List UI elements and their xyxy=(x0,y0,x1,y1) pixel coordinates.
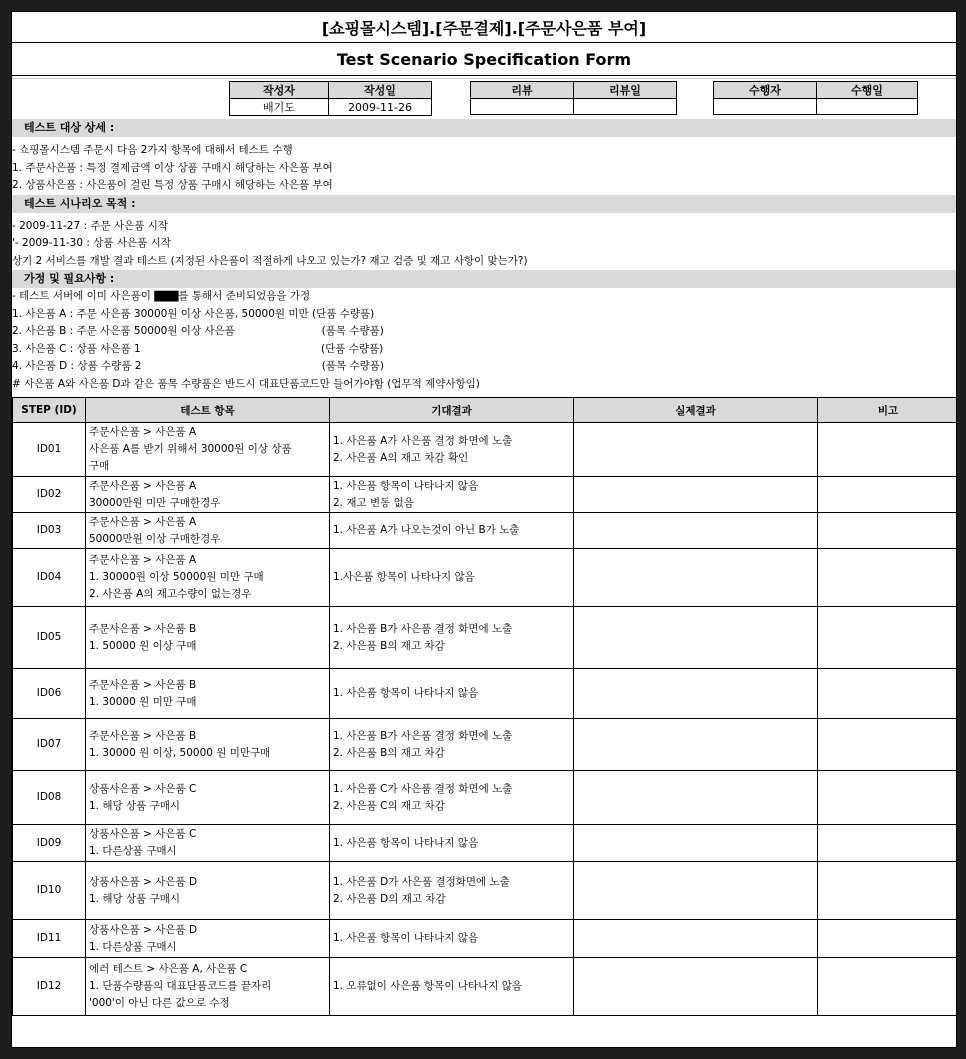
expected-result: 1. 사은품 D가 사은품 결정화면에 노출 2. 사은품 D의 재고 차감 xyxy=(330,862,574,920)
actual-result xyxy=(574,862,818,920)
exec-date-value xyxy=(817,99,918,115)
expected-result: 1.사은품 항목이 나타나지 않음 xyxy=(330,549,574,607)
step-id: ID12 xyxy=(13,958,86,1016)
text-line: 1. 사은품 A : 주문 사은품 30000원 이상 사은품, 50000원 미만 (단품 수량품) xyxy=(12,307,375,320)
table-row xyxy=(13,477,958,513)
test-item: 상품사은품 > 사은품 C 1. 다른상품 구매시 xyxy=(86,825,330,862)
col-test-item: 테스트 항목 xyxy=(86,398,330,423)
table-row xyxy=(13,920,958,958)
expected-result: 1. 사은품 B가 사은품 결정 화면에 노출 2. 사은품 B의 재고 차감 xyxy=(330,719,574,771)
date-value: 2009-11-26 xyxy=(329,99,432,116)
step-id: ID06 xyxy=(13,669,86,719)
target-details-text xyxy=(12,142,956,195)
actual-result xyxy=(574,423,818,477)
review-table xyxy=(470,81,677,115)
test-item: 주문사은품 > 사은품 B 1. 30000 원 이상, 50000 원 미만구매 xyxy=(86,719,330,771)
step-id: ID10 xyxy=(13,862,86,920)
test-item: 상품사은품 > 사은품 C 1. 해당 상품 구매시 xyxy=(86,771,330,825)
table-row xyxy=(13,549,958,607)
remarks xyxy=(818,549,958,607)
executor-table xyxy=(713,81,918,115)
remarks xyxy=(818,862,958,920)
test-item: 주문사은품 > 사은품 A 사은품 A를 받기 위해서 30000원 이상 상품 구매 xyxy=(86,423,330,477)
table-row xyxy=(13,423,958,477)
test-item: 주문사은품 > 사은품 A 50000만원 이상 구매한경우 xyxy=(86,513,330,549)
actual-result xyxy=(574,719,818,771)
expected-result: 1. 오류없이 사은품 항목이 나타나지 않음 xyxy=(330,958,574,1016)
remarks xyxy=(818,513,958,549)
review-date-label: 리뷰일 xyxy=(574,82,677,99)
actual-result xyxy=(574,669,818,719)
meta-info xyxy=(12,79,956,119)
text-line: 3. 사은품 C : 상품 사은품 1 (단품 수량품) xyxy=(12,342,384,355)
review-label: 리뷰 xyxy=(471,82,574,99)
table-row xyxy=(13,669,958,719)
section-purpose: 테스트 시나리오 목적 : xyxy=(12,195,956,213)
text-line: 2. 상품사은품 : 사은품이 걸린 특정 상품 구매시 해당하는 사은품 부여 xyxy=(12,179,333,191)
expected-result: 1. 사은품 항목이 나타나지 않음 2. 재고 변동 없음 xyxy=(330,477,574,513)
test-item: 상품사은품 > 사은품 D 1. 해당 상품 구매시 xyxy=(86,862,330,920)
assumptions-text xyxy=(12,288,956,393)
text-line: # 사은품 A와 사은품 D과 같은 품목 수량품은 반드시 대표단품코드만 들어가야함 (업무적 제약사항임) xyxy=(12,377,480,390)
actual-result xyxy=(574,513,818,549)
step-id: ID02 xyxy=(13,477,86,513)
text-line: 1. 주문사은품 : 특정 결제금액 이상 상품 구매시 해당하는 사은품 부여 xyxy=(12,161,333,174)
text-line: - 테스트 서버에 이미 사은품이 ▇▇▇를 통해서 준비되었음을 가정 xyxy=(12,290,311,302)
text-line: '- 2009-11-30 : 상품 사은품 시작 xyxy=(12,237,171,249)
actual-result xyxy=(574,825,818,862)
author-table xyxy=(229,81,432,116)
section-target-details: 테스트 대상 상세 : xyxy=(12,119,956,137)
actual-result xyxy=(574,549,818,607)
table-row xyxy=(13,862,958,920)
expected-result: 1. 사은품 항목이 나타나지 않음 xyxy=(330,669,574,719)
col-expected: 기대결과 xyxy=(330,398,574,423)
spec-sheet xyxy=(11,11,957,1048)
table-row xyxy=(13,958,958,1016)
expected-result: 1. 사은품 A가 나오는것이 아닌 B가 노출 xyxy=(330,513,574,549)
section-assumptions: 가정 및 필요사항 : xyxy=(12,270,956,288)
test-item: 에러 테스트 > 사은품 A, 사은품 C 1. 단품수량품의 대표단품코드를 끝자리 '000'이 아닌 다른 값으로 수정 xyxy=(86,958,330,1016)
table-row xyxy=(13,719,958,771)
expected-result: 1. 사은품 항목이 나타나지 않음 xyxy=(330,920,574,958)
test-item: 주문사은품 > 사은품 B 1. 30000 원 미만 구매 xyxy=(86,669,330,719)
step-id: ID08 xyxy=(13,771,86,825)
remarks xyxy=(818,771,958,825)
actual-result xyxy=(574,920,818,958)
expected-result: 1. 사은품 B가 사은품 결정 화면에 노출 2. 사은품 B의 재고 차감 xyxy=(330,607,574,669)
actual-result xyxy=(574,607,818,669)
text-line: 상기 2 서비스를 개발 결과 테스트 (지정된 사은품이 적절하게 나오고 있는가? 재고 검증 및 재고 사항이 맞는가?) xyxy=(12,254,528,267)
actual-result xyxy=(574,771,818,825)
actual-result xyxy=(574,958,818,1016)
step-id: ID09 xyxy=(13,825,86,862)
test-item: 주문사은품 > 사은품 B 1. 50000 원 이상 구매 xyxy=(86,607,330,669)
form-title: Test Scenario Specification Form xyxy=(12,43,956,76)
step-id: ID03 xyxy=(13,513,86,549)
step-id: ID04 xyxy=(13,549,86,607)
exec-date-label: 수행일 xyxy=(817,82,918,99)
author-value: 배기도 xyxy=(230,99,329,116)
executor-label: 수행자 xyxy=(714,82,817,99)
table-row xyxy=(13,825,958,862)
text-line: 2. 사은품 B : 주문 사은품 50000원 이상 사은품 (품목 수량품) xyxy=(12,325,384,337)
review-value xyxy=(471,99,574,115)
step-id: ID07 xyxy=(13,719,86,771)
author-label: 작성자 xyxy=(230,82,329,99)
executor-value xyxy=(714,99,817,115)
col-remarks: 비고 xyxy=(818,398,958,423)
expected-result: 1. 사은품 항목이 나타나지 않음 xyxy=(330,825,574,862)
remarks xyxy=(818,825,958,862)
table-row xyxy=(13,607,958,669)
table-row xyxy=(13,771,958,825)
steps-table xyxy=(12,397,957,1016)
step-id: ID11 xyxy=(13,920,86,958)
remarks xyxy=(818,423,958,477)
purpose-text xyxy=(12,218,956,271)
remarks xyxy=(818,607,958,669)
review-date-value xyxy=(574,99,677,115)
remarks xyxy=(818,719,958,771)
col-step-id: STEP (ID) xyxy=(13,398,86,423)
expected-result: 1. 사은품 A가 사은품 결정 화면에 노출 2. 사은품 A의 재고 차감 확인 xyxy=(330,423,574,477)
remarks xyxy=(818,477,958,513)
expected-result: 1. 사은품 C가 사은품 결정 화면에 노출 2. 사은품 C의 재고 차감 xyxy=(330,771,574,825)
actual-result xyxy=(574,477,818,513)
remarks xyxy=(818,958,958,1016)
test-item: 주문사은품 > 사은품 A 30000만원 미만 구매한경우 xyxy=(86,477,330,513)
text-line: - 쇼핑몰시스템 주문시 다음 2가지 항목에 대해서 테스트 수행 xyxy=(12,144,293,156)
date-label: 작성일 xyxy=(329,82,432,99)
table-row xyxy=(13,513,958,549)
test-item: 상품사은품 > 사은품 D 1. 다른상품 구매시 xyxy=(86,920,330,958)
text-line: - 2009-11-27 : 주문 사은품 시작 xyxy=(12,219,169,232)
col-actual: 실제결과 xyxy=(574,398,818,423)
text-line: 4. 사은품 D : 상품 수량품 2 (품목 수량품) xyxy=(12,360,384,372)
step-id: ID05 xyxy=(13,607,86,669)
step-id: ID01 xyxy=(13,423,86,477)
test-item: 주문사은품 > 사은품 A 1. 30000원 이상 50000원 미만 구매 2. 사은품 A의 재고수량이 없는경우 xyxy=(86,549,330,607)
document-title: [쇼핑몰시스템].[주문결제].[주문사은품 부여] xyxy=(12,12,956,43)
remarks xyxy=(818,920,958,958)
remarks xyxy=(818,669,958,719)
